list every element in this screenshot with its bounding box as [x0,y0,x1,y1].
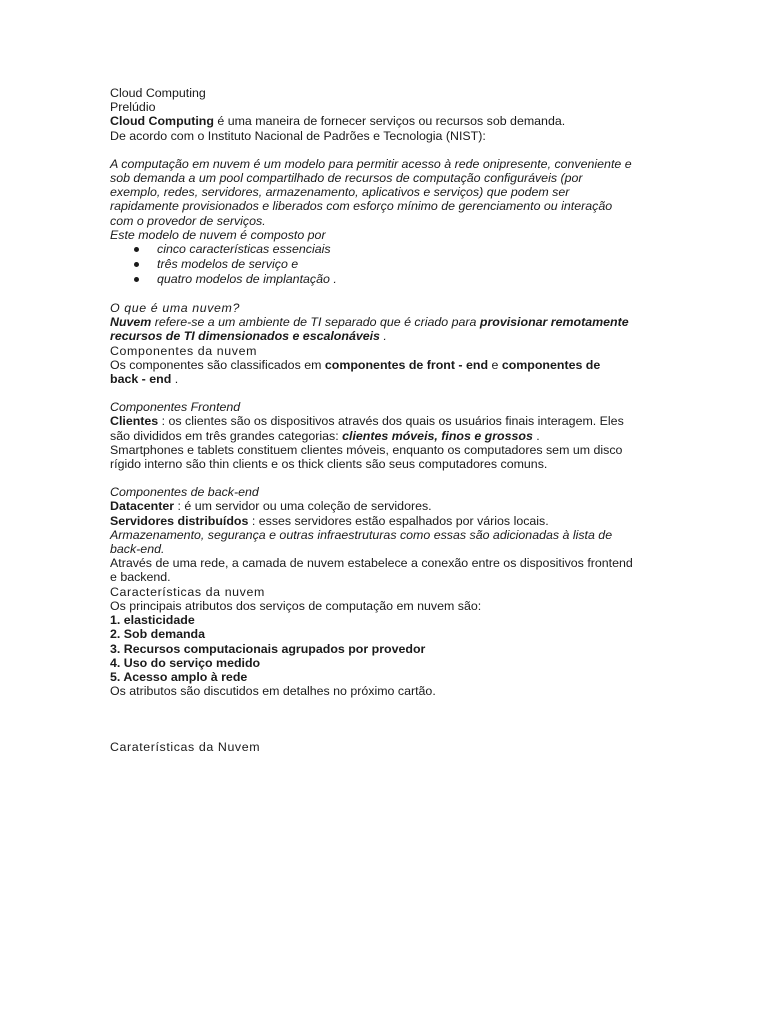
backend-line-4: back-end. [110,542,165,557]
frontend-line-1: Clientes : os clientes são os dispositivos através dos quais os usuários finais interagem. Eles [110,414,624,429]
document-content [110,86,655,755]
list-item: 3. Recursos computacionais agrupados por provedor [110,641,426,656]
what-bold-2b: recursos de TI dimensionados e escalonáveis [110,329,380,344]
components-line-2: back - end . [110,372,179,387]
components-line-1: Os componentes são classificados em componentes de front - end e componentes de [110,357,601,372]
prelude-heading: Prelúdio [110,100,156,115]
characteristics-outro: Os atributos são discutidos em detalhes no próximo cartão. [110,684,436,699]
backend-heading: Componentes de back-end [110,485,259,500]
next-section-heading: Caraterísticas da Nuvem [110,740,261,755]
backend-line-1: Datacenter : é um servidor ou uma coleção de servidores. [110,499,432,514]
model-line: Este modelo de nuvem é composto por [110,227,326,242]
doc-title: Cloud Computing [110,86,206,100]
network-line-2: e backend. [110,570,171,585]
network-line-1: Através de uma rede, a camada de nuvem estabelece a conexão entre os dispositivos frontend [110,556,633,571]
bullet-dot-icon [134,277,139,282]
nist-line: De acordo com o Instituto Nacional de Padrões e Tecnologia (NIST): [110,128,486,143]
characteristics-heading: Características da nuvem [110,584,265,599]
list-item: cinco características essenciais [110,242,655,257]
backend-line-3: Armazenamento, segurança e outras infraestruturas como essas são adicionadas à lista de [110,527,613,542]
intro-line [110,114,655,128]
quote-line: rapidamente provisionados e liberados com esforço mínimo de gerenciamento ou interação [110,199,613,214]
bullet-dot-icon [134,262,139,267]
quote-line: exemplo, redes, servidores, armazenamento, aplicativos e serviços) que podem ser [110,185,570,200]
intro-rest: é uma maneira de fornecer serviços ou recursos sob demanda. [213,114,566,129]
quote-line: A computação em nuvem é um modelo para permitir acesso à rede onipresente, conveniente e [110,156,632,171]
list-item: 1. elasticidade [110,613,195,628]
characteristics-intro: Os principais atributos dos serviços de computação em nuvem são: [110,598,482,613]
quote-line: sob demanda a um pool compartilhado de recursos de computação configuráveis (por [110,171,583,186]
list-item: 4. Uso do serviço medido [110,655,261,670]
frontend-line-2: são divididos em três grandes categorias: clientes móveis, finos e grossos . [110,428,540,443]
intro-bold: Cloud Computing [110,114,214,129]
what-heading: O que é uma nuvem? [110,301,240,316]
what-bold-2a: provisionar remotamente [479,315,629,330]
frontend-heading: Componentes Frontend [110,400,241,415]
list-item: três modelos de serviço e [110,257,655,272]
what-line-1: Nuvem refere-se a um ambiente de TI separado que é criado para provisionar remotamente [110,315,629,330]
model-bullet-list [110,242,655,287]
list-item: 5. Acesso amplo à rede [110,669,248,684]
components-heading: Componentes da nuvem [110,343,258,358]
what-line-2: recursos de TI dimensionados e escalonáveis . [110,329,387,344]
what-bold-1: Nuvem [110,315,152,330]
quote-line: com o provedor de serviços. [110,213,266,228]
list-item: quatro modelos de implantação . [110,272,655,287]
frontend-line-4: rígido interno são thin clients e os thick clients são seus computadores comuns. [110,457,548,472]
bullet-dot-icon [134,247,139,252]
list-item: 2. Sob demanda [110,627,206,642]
backend-line-2: Servidores distribuídos : esses servidores estão espalhados por vários locais. [110,513,549,528]
frontend-line-3: Smartphones e tablets constituem clientes móveis, enquanto os computadores sem um disco [110,442,623,457]
